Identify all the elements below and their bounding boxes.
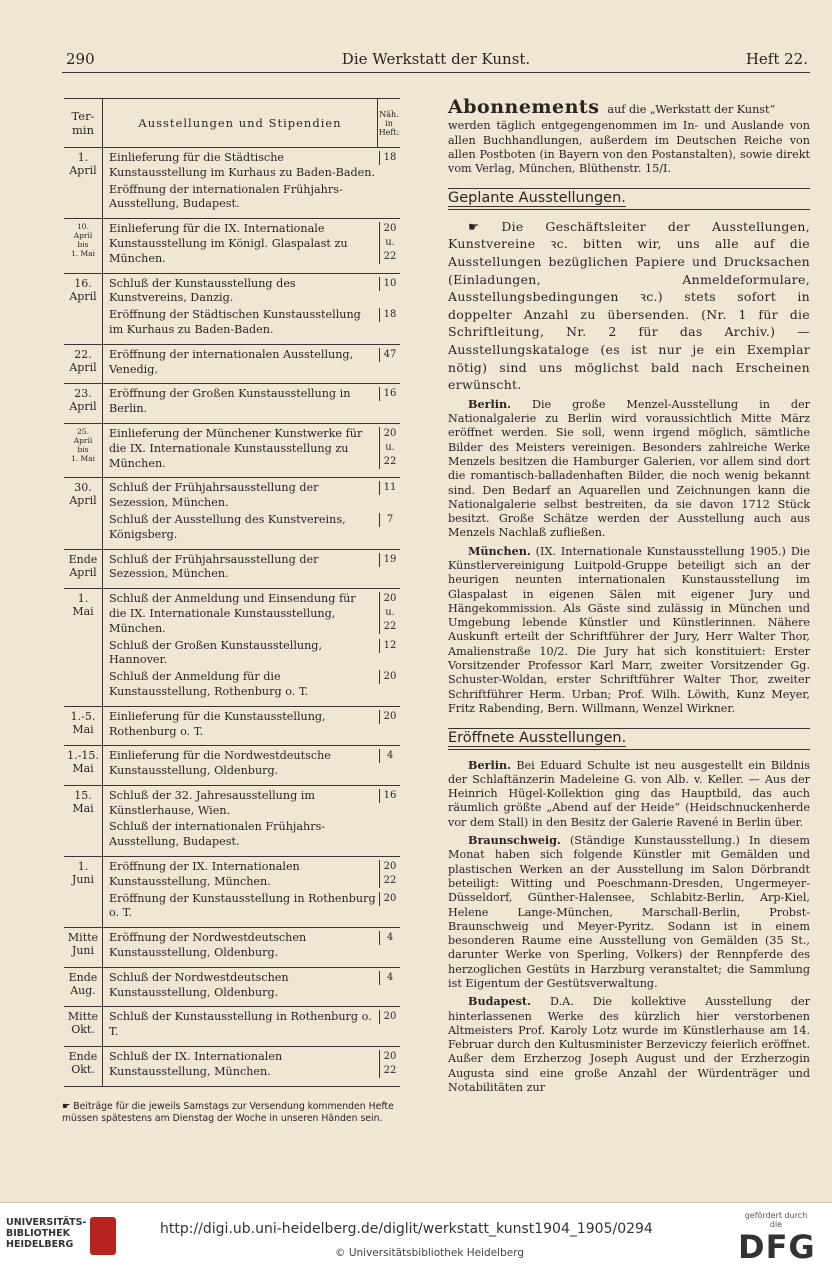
right-column <box>448 96 811 1098</box>
table-row <box>64 1047 400 1086</box>
table-row <box>64 219 400 273</box>
entry-ref: 20 <box>379 892 400 906</box>
table-row <box>64 857 400 928</box>
entry-text: Eröffnung der Nordwestdeutschen Kunstausstellung, Oldenburg. <box>109 931 307 960</box>
entry-ref: 20 <box>379 1010 400 1024</box>
row-entry <box>109 670 396 700</box>
entry-text: Eröffnung der internationalen Frühjahrs-Ausstellung, Budapest. <box>109 182 343 211</box>
row-entry <box>109 860 396 890</box>
entry-ref: 10 <box>379 277 400 291</box>
entry-text: Einlieferung für die Städtische Kunstausstellung im Kurhaus zu Baden-Baden. <box>109 151 376 179</box>
library-logo[interactable] <box>6 1217 126 1261</box>
entry-ref: 11 <box>379 481 400 495</box>
news-berlin <box>448 397 810 541</box>
row-entries <box>103 968 400 1007</box>
entry-ref: 16 <box>379 387 400 401</box>
row-date: Ende Aug. <box>64 968 103 1007</box>
col-ref-header: Näh. in Heft: <box>378 109 400 137</box>
news-muenchen <box>448 544 810 717</box>
entry-ref: 4 <box>379 931 400 945</box>
entry-text: Einlieferung für die Nordwestdeutsche Kunstausstellung, Oldenburg. <box>109 749 331 778</box>
row-entry <box>109 387 396 417</box>
table-header <box>64 99 400 148</box>
table-row <box>64 274 400 345</box>
entry-text: Eröffnung der internationalen Ausstellung, Venedig. <box>109 347 354 376</box>
table-row <box>64 707 400 747</box>
row-entry <box>109 931 396 961</box>
row-entry <box>109 749 396 779</box>
row-entry <box>109 427 396 471</box>
row-date: 1.-15. Mai <box>64 746 103 785</box>
table-body <box>64 148 400 1086</box>
table-row <box>64 384 400 424</box>
row-entries <box>103 928 400 967</box>
news-braunschweig-text: (Ständige Kunstausstellung.) In diesem Monat haben sich folgende Künstler mit Gemälden und plastischen Werken an der Ausstellung im Salon Dörbrandt beteiligt: Witting und Poeschmann-Dresden, Ungermeyer-Düsseldorf, Günther-Halensee, Schlabitz-Berlin, Arp-Kiel, Helene Lange-München, Marschall-Berlin, Probst-Braunschweig und Meyer-Pyritz. Sodann ist in einem besonderen Raume eine Ausstellung von Gemälden (35 St., darunter Werke von Sperling, Volkers) der Rennpferde des herzoglichen Gestüts in Harzburg veranstaltet; die Sammlung ist Eigentum der Gestütsverwaltung. <box>448 834 810 990</box>
table-row <box>64 968 400 1008</box>
row-entries <box>103 1007 400 1046</box>
row-date: Mitte Juni <box>64 928 103 967</box>
row-entries <box>103 746 400 785</box>
row-date: Ende April <box>64 550 103 589</box>
row-entry <box>109 592 396 636</box>
row-entry <box>109 789 396 819</box>
entry-text: Schluß der Frühjahrsausstellung der Sezession, München. <box>109 552 319 581</box>
row-entries <box>103 345 400 384</box>
entry-ref: 20 u. 22 <box>379 592 400 634</box>
row-entry <box>109 971 396 1001</box>
entry-ref: 20 <box>379 670 400 684</box>
entry-text: Schluß der Nordwestdeutschen Kunstausstellung, Oldenburg. <box>109 970 289 999</box>
section-planned-title: Geplante Ausstellungen. <box>448 190 626 207</box>
news-braunschweig-lead: Braunschweig. <box>468 833 561 848</box>
subscription-title: Abonnements <box>448 96 600 118</box>
row-date: 22. April <box>64 345 103 384</box>
row-date: 16. April <box>64 274 103 344</box>
entry-ref: 18 <box>379 308 400 322</box>
row-date: 1. Mai <box>64 589 103 706</box>
entry-text: Schluß der internationalen Frühjahrs-Ausstellung, Budapest. <box>109 820 326 849</box>
row-date: 30. April <box>64 478 103 548</box>
page-number: 290 <box>66 50 95 68</box>
news-braunschweig <box>448 833 810 991</box>
row-entry <box>109 151 396 181</box>
entry-ref: 19 <box>379 553 400 567</box>
row-entry <box>109 1010 396 1040</box>
entry-ref: 7 <box>379 513 400 527</box>
news-muenchen-lead: München. <box>468 543 531 558</box>
col-event-header: Ausstellungen und Stipendien <box>103 99 378 147</box>
news-muenchen-text: (IX. Internationale Kunstausstellung 1905.) Die Künstlervereinigung Luitpold-Gruppe beteiligt sich an der heurigen neunten internationalen Kunstausstellung im Glaspalast in eigenen Sälen mit eigener Jury und Hängekommission. Als Gäste sind zulässig in München und Umgebung lebende Künstler und Künstlerinnen. Nähere Auskunft erteilt der Schriftführer der Jury, Herr Walter Thor, Amalienstraße 10/2. Die Jury hat sich konstituiert: Erster Vorsitzender Professor Karl Marr, zweiter Vorsitzender Gg. Schuster-Woldan, erster Schriftführer Walter Thor, zweiter Schriftführer Herm. Urban; Prof. Wilh. Löwith, Kunz Meyer, Fritz Rabending, Bern. Willmann, Wenzel Wirkner. <box>448 544 810 715</box>
entry-ref: 20 22 <box>379 1050 400 1078</box>
entry-text: Schluß der Ausstellung des Kunstvereins, Königsberg. <box>109 512 346 541</box>
subscription-text: werden täglich entgegengenommen im In- und Auslande von allen Buchhandlungen, außerdem im Deutschen Reiche von allen Postboten (in Bayern von den Postanstalten), sowie direkt vom Verlag, München, Blüthenstr. 15/I. <box>448 119 810 176</box>
entry-text: Schluß der Kunstausstellung in Rothenburg o. T. <box>109 1010 372 1039</box>
subscription-heading <box>448 96 810 118</box>
row-entries <box>103 786 400 856</box>
entry-text: Schluß der Anmeldung für die Kunstausstellung, Rothenburg o. T. <box>109 670 309 698</box>
entry-ref: 4 <box>379 971 400 985</box>
table-row <box>64 1007 400 1047</box>
entry-text: Eröffnung der Kunstausstellung in Rothenburg o. T. <box>109 891 376 920</box>
row-entry <box>109 183 396 213</box>
entry-text: Schluß der Großen Kunstausstellung, Hannover. <box>109 638 323 667</box>
submission-note: ☛ Beiträge für die jeweils Samstags zur Versendung kommenden Hefte müssen spätestens am Dienstag der Woche in unseren Händen sein. <box>62 1101 394 1124</box>
news-berlin-2 <box>448 758 810 830</box>
section-planned <box>448 188 810 209</box>
row-date: 1. Juni <box>64 857 103 927</box>
table-row <box>64 550 400 590</box>
planned-notice <box>448 218 810 394</box>
running-header <box>62 46 810 73</box>
row-entries <box>103 274 400 344</box>
news-budapest-text: D.A. Die kollektive Ausstellung der hinterlassenen Werke des kürzlich hier verstorbenen Altmeisters Prof. Karoly Lotz wurde im Künstlerhause am 14. Februar durch den Kultusminister Berzeviczy feierlich eröffnet. Außer dem Erzherzog Joseph August und der Erzherzogin Augusta sind eine große Anzahl der Würdenträger und Notabilitäten zur <box>448 995 811 1095</box>
row-entry <box>109 820 396 850</box>
entry-text: Eröffnung der IX. Internationalen Kunstausstellung, München. <box>109 860 300 888</box>
library-seal-icon <box>90 1217 116 1255</box>
row-date: 15. Mai <box>64 786 103 856</box>
news-berlin-2-lead: Berlin. <box>468 757 511 772</box>
subscription-subtitle: auf die „Werkstatt der Kunst“ <box>607 103 776 116</box>
section-opened <box>448 728 810 749</box>
permalink-url[interactable]: http://digi.ub.uni-heidelberg.de/diglit/werkstatt_kunst1904_1905/0294 <box>160 1221 653 1237</box>
issue-number: Heft 22. <box>745 50 808 68</box>
row-entries <box>103 1047 400 1086</box>
viewer-footer <box>0 1202 832 1272</box>
row-entry <box>109 481 396 511</box>
row-entries <box>103 478 400 548</box>
entry-text: Einlieferung der Münchener Kunstwerke für die IX. Internationale Kunstausstellung zu München. <box>109 426 363 470</box>
table-row <box>64 424 400 478</box>
row-entry <box>109 1050 396 1080</box>
section-opened-title: Eröffnete Ausstellungen. <box>448 730 627 747</box>
funded-by-text: gefördert durch die <box>744 1211 808 1229</box>
pointing-hand-icon: ☛ <box>468 218 502 234</box>
entry-text: Schluß der Kunstausstellung des Kunstvereins, Danzig. <box>109 276 296 305</box>
exhibition-calendar-table <box>64 98 400 1087</box>
table-row <box>64 746 400 786</box>
entry-ref: 12 <box>379 639 400 653</box>
news-berlin-2-text: Bei Eduard Schulte ist neu ausgestellt ein Bildnis der Schlaftänzerin Madeleine G. von Alb. v. Keller. — Aus der Heinrich Hügel-Kollektion ging das Hauptbild, das auch räumlich größte „Abend auf der Heide“ (Heidschnuckenherde vor dem Stall) in den Besitz der Galerie Ravené in Berlin über. <box>448 758 810 829</box>
dfg-wordmark: DFG <box>738 1228 816 1266</box>
col-date-header: Ter- min <box>64 99 103 147</box>
row-date: Mitte Okt. <box>64 1007 103 1046</box>
entry-ref: 20 u. 22 <box>379 222 400 264</box>
row-entry <box>109 348 396 378</box>
row-date: 25. April bis 1. Mai <box>64 424 103 477</box>
row-entry <box>109 710 396 740</box>
entry-text: Schluß der 32. Jahresausstellung im Künstlerhause, Wien. <box>109 788 315 817</box>
library-name: UNIVERSITÄTS- BIBLIOTHEK HEIDELBERG <box>6 1217 87 1250</box>
entry-text: Eröffnung der Großen Kunstausstellung in Berlin. <box>109 387 351 416</box>
news-berlin-lead: Berlin. <box>468 396 511 411</box>
entry-ref: 18 <box>379 151 400 165</box>
entry-ref: 20 <box>379 710 400 724</box>
table-row <box>64 148 400 219</box>
row-entry <box>109 892 396 922</box>
table-row <box>64 478 400 549</box>
row-entries <box>103 148 400 218</box>
row-entries <box>103 219 400 272</box>
row-entries <box>103 424 400 477</box>
news-berlin-text: Die große Menzel-Ausstellung in der Nationalgalerie zu Berlin wird voraussichtlich Mitte März eröffnet werden. Sie soll, wenn irgend möglich, sämtliche Bilder des Meisters vereinigen. Besonders zahlreiche Werke Menzels besitzen die Hamburger Galerien, vor allem sind dort die romantisch-balladenhaften Bilder, die noch wenig bekannt sind. Den Bedarf an Aquarellen und Zeichnungen kann die Nationalgalerie selbst bestreiten, da sie davon 1712 Stück besitzt. Große Schätze werden der Ausstellung auch aus Menzels Nachlaß zufließen. <box>448 397 810 540</box>
news-budapest-lead: Budapest. <box>468 994 531 1009</box>
row-entry <box>109 222 396 266</box>
row-entries <box>103 857 400 927</box>
submission-note-text: Beiträge für die jeweils Samstags zur Versendung kommenden Hefte müssen spätestens am Dienstag der Woche in unseren Händen sein. <box>62 1101 394 1124</box>
row-entries <box>103 707 400 746</box>
table-row <box>64 345 400 385</box>
entry-ref: 4 <box>379 749 400 763</box>
table-row <box>64 928 400 968</box>
planned-notice-text: Die Geschäftsleiter der Ausstellungen, Kunstvereine ꝛc. bitten wir, uns alle auf die Ausstellungen bezüglichen Papiere und Drucksachen (Einladungen, Anmeldeformulare, Ausstellungsbedingungen ꝛc.) stets sofort in doppelter Anzahl zu übersenden. (Nr. 1 für die Schriftleitung, Nr. 2 für das Archiv.) — Ausstellungskataloge (es ist nur je ein Exemplar nötig) sind uns möglichst bald nach Erscheinen erwünscht. <box>448 218 810 393</box>
table-row <box>64 786 400 857</box>
row-date: 10. April bis 1. Mai <box>64 219 103 272</box>
table-row <box>64 589 400 707</box>
entry-text: Eröffnung der Städtischen Kunstausstellung im Kurhaus zu Baden-Baden. <box>109 308 361 336</box>
journal-title: Die Werkstatt der Kunst. <box>341 50 531 68</box>
row-date: 1.-5. Mai <box>64 707 103 746</box>
entry-text: Einlieferung für die IX. Internationale Kunstausstellung im Königl. Glaspalast zu München. <box>109 222 348 265</box>
entry-text: Schluß der IX. Internationalen Kunstausstellung, München. <box>109 1050 283 1078</box>
row-date: 23. April <box>64 384 103 423</box>
row-entry <box>109 553 396 583</box>
row-entry <box>109 308 396 338</box>
row-date: 1. April <box>64 148 103 218</box>
row-entries <box>103 384 400 423</box>
entry-text: Einlieferung für die Kunstausstellung, Rothenburg o. T. <box>109 709 326 738</box>
dfg-logo[interactable] <box>738 1211 814 1265</box>
row-entry <box>109 513 396 543</box>
row-entries <box>103 589 400 706</box>
entry-ref: 47 <box>379 348 400 362</box>
row-entry <box>109 277 396 307</box>
entry-text: Schluß der Anmeldung und Einsendung für die IX. Internationale Kunstausstellung, München. <box>109 592 356 635</box>
row-entries <box>103 550 400 589</box>
news-budapest <box>448 994 810 1095</box>
copyright-text: © Universitätsbibliothek Heidelberg <box>335 1247 525 1259</box>
row-entry <box>109 639 396 669</box>
row-date: Ende Okt. <box>64 1047 103 1086</box>
entry-ref: 20 u. 22 <box>379 427 400 469</box>
entry-text: Schluß der Frühjahrsausstellung der Sezession, München. <box>109 481 319 510</box>
entry-ref: 20 22 <box>379 860 400 888</box>
entry-ref: 16 <box>379 789 400 803</box>
